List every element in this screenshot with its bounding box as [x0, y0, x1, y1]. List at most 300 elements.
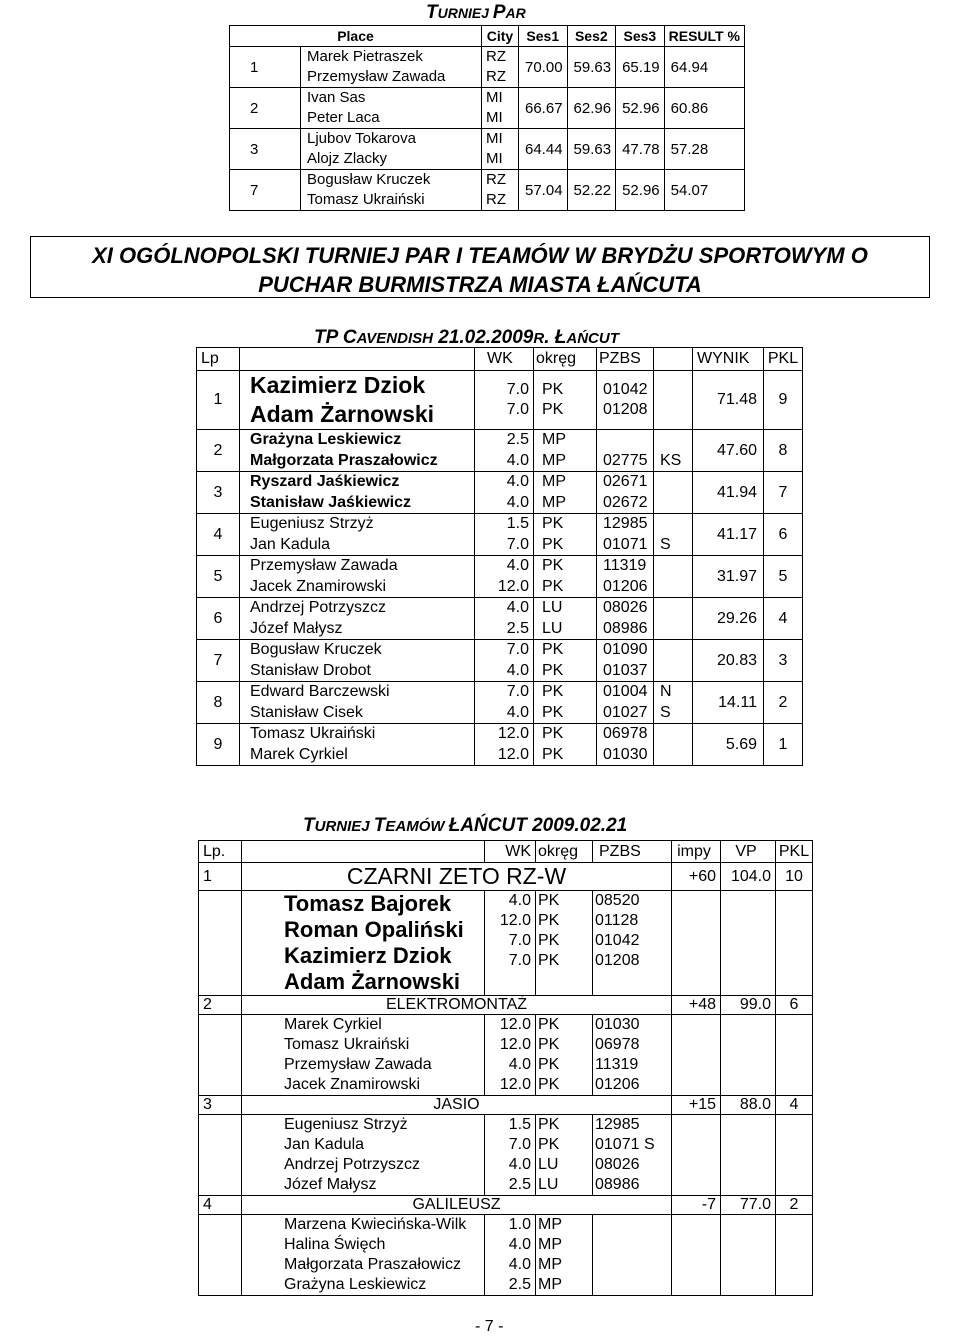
- okreg-cell: [536, 1115, 593, 1196]
- lp-cell: 4: [197, 514, 240, 556]
- players-cell: [301, 88, 482, 129]
- pzbs-value-line: 01071: [603, 535, 648, 553]
- wk-value: [485, 891, 531, 971]
- wk-value-line: 12.0: [499, 1036, 531, 1053]
- player-name-line: Józef Małysz: [250, 619, 343, 637]
- ses1-cell: 66.67: [519, 88, 568, 129]
- player-name-line: Eugeniusz Strzyż: [250, 515, 374, 532]
- pkl-cell: 4: [776, 1096, 813, 1115]
- header-place: Place: [230, 26, 482, 47]
- team-row: [199, 1196, 813, 1215]
- pkl-cell: 8: [764, 430, 803, 472]
- wk-value-line: 4.0: [508, 1236, 531, 1253]
- wk-value-line: 4.0: [506, 703, 529, 721]
- extra-value: [660, 380, 692, 421]
- pzbs-value-line: [595, 1215, 671, 1235]
- ses3-cell: 52.96: [616, 170, 665, 211]
- result-cell: 54.07: [664, 170, 744, 211]
- okreg-value: [542, 640, 596, 681]
- header-result: RESULT %: [664, 26, 744, 47]
- table-header-row: [199, 841, 813, 863]
- pkl-cell: 10: [776, 863, 813, 891]
- player-name-line: Jan Kadula: [284, 1136, 365, 1153]
- city-code-line: MI: [486, 130, 503, 147]
- okreg-cell: [536, 1015, 593, 1096]
- cavendish-results-table: [196, 347, 803, 766]
- lp-cell: 4: [199, 1196, 242, 1215]
- player-name: [284, 1215, 484, 1295]
- pzbs-cell: [593, 1015, 672, 1096]
- pzbs-cell: [597, 556, 654, 598]
- wk-value: [485, 1015, 531, 1095]
- extra-value: [660, 598, 692, 639]
- player-name: [250, 598, 474, 639]
- okreg-cell: [534, 430, 597, 472]
- wk-value: [485, 1215, 531, 1295]
- okreg-cell: [534, 598, 597, 640]
- players-cell: [242, 891, 485, 996]
- okreg-value-line: PK: [538, 1036, 560, 1053]
- team-members-row: [199, 1215, 813, 1296]
- wk-value-line: 4.0: [506, 451, 529, 469]
- vp-cell: 104.0: [721, 863, 776, 891]
- wynik-cell: 5.69: [693, 724, 764, 766]
- pkl-cell: 4: [764, 598, 803, 640]
- okreg-value-line: MP: [538, 1256, 562, 1273]
- header-extra: [654, 348, 693, 371]
- okreg-cell: [534, 472, 597, 514]
- players-cell: [242, 1215, 485, 1296]
- wk-value: [475, 682, 529, 723]
- wk-cell: [475, 640, 534, 682]
- player-name-line: Małgorzata Praszałowicz: [250, 451, 438, 469]
- wk-value-line: 12.0: [497, 577, 529, 595]
- city-cell: [482, 170, 519, 211]
- lp-cell: 6: [197, 598, 240, 640]
- pzbs-value-line: 01004: [603, 683, 648, 700]
- wk-value-line: 4.0: [508, 892, 531, 909]
- okreg-value-line: PK: [542, 577, 564, 595]
- pzbs-value-line: 01090: [603, 641, 648, 658]
- pzbs-cell: [597, 472, 654, 514]
- wk-value: [475, 556, 529, 597]
- wk-value-line: 2.5: [506, 431, 529, 448]
- wk-cell: [475, 514, 534, 556]
- okreg-value-line: PK: [538, 1116, 560, 1133]
- extra-cell: [654, 598, 693, 640]
- extra-value: [660, 682, 692, 723]
- header-vp: VP: [721, 841, 776, 863]
- wk-value-line: 12.0: [497, 725, 529, 742]
- extra-value: [660, 640, 692, 681]
- vp-cell: 99.0: [721, 996, 776, 1015]
- wk-cell: [475, 556, 534, 598]
- header-impy: impy: [672, 841, 721, 863]
- header-lp: Lp: [197, 348, 240, 371]
- player-name: [307, 170, 477, 210]
- city-code-line: MI: [486, 89, 503, 106]
- team-row: [199, 996, 813, 1015]
- player-name: [250, 682, 474, 723]
- okreg-cell: [536, 891, 593, 996]
- extra-value-line: [660, 619, 692, 640]
- wk-value-line: 7.0: [506, 683, 529, 700]
- header-ses3: Ses3: [616, 26, 665, 47]
- header-okreg: okręg: [536, 841, 593, 863]
- vp-cell: 77.0: [721, 1196, 776, 1215]
- extra-value: [660, 430, 692, 471]
- wk-value-line: 12.0: [499, 912, 531, 929]
- pzbs-cell: [597, 514, 654, 556]
- player-name: [250, 371, 474, 429]
- pkl-cell: 1: [764, 724, 803, 766]
- wynik-cell: 47.60: [693, 430, 764, 472]
- wk-value-line: 4.0: [508, 1256, 531, 1273]
- okreg-value: [542, 682, 596, 723]
- extra-cell: [654, 724, 693, 766]
- city-cell: [482, 88, 519, 129]
- okreg-value-line: PK: [542, 557, 564, 574]
- player-name-line: Bogusław Kruczek: [307, 171, 431, 188]
- wk-value-line: 7.0: [508, 952, 531, 969]
- pzbs-value-line: 08986: [595, 1176, 640, 1193]
- okreg-value: [542, 514, 596, 555]
- team-members-row: [199, 1015, 813, 1096]
- pkl-cell: 7: [764, 472, 803, 514]
- okreg-value-line: PK: [538, 1136, 560, 1153]
- okreg-value-line: PK: [538, 912, 560, 929]
- player-name-line: Tomasz Ukraiński: [307, 191, 425, 208]
- okreg-value-line: MP: [542, 473, 566, 490]
- extra-value-line: [660, 745, 692, 766]
- ses1-cell: 70.00: [519, 47, 568, 88]
- okreg-cell: [534, 682, 597, 724]
- pzbs-value-line: 08986: [603, 619, 648, 637]
- wynik-cell: 41.17: [693, 514, 764, 556]
- result-cell: 60.86: [664, 88, 744, 129]
- extra-value-line: [660, 493, 692, 514]
- okreg-cell: [534, 371, 597, 430]
- player-name-line: Alojz Zlacky: [307, 150, 388, 167]
- player-name: [250, 430, 474, 471]
- pkl-cell: 9: [764, 371, 803, 430]
- table-row: [230, 88, 745, 129]
- wk-value-line: 4.0: [506, 473, 529, 490]
- players-cell: [240, 598, 475, 640]
- player-name-line: Marek Pietraszek: [307, 48, 423, 65]
- pzbs-value: [595, 1115, 671, 1195]
- okreg-value-line: MP: [538, 1216, 562, 1233]
- header-pkl: PKL: [764, 348, 803, 371]
- wk-cell: [485, 1115, 536, 1196]
- impy-cell: +48: [672, 996, 721, 1015]
- wk-value-line: 12.0: [499, 1076, 531, 1093]
- okreg-cell: [536, 1215, 593, 1296]
- wk-value-line: 2.5: [508, 1176, 531, 1193]
- pzbs-value-line: 06978: [603, 725, 648, 742]
- team-name: GALILEUSZ: [242, 1196, 672, 1215]
- table-row: [197, 514, 803, 556]
- lp-cell: 1: [199, 863, 242, 891]
- lp-cell: 3: [197, 472, 240, 514]
- pzbs-value-line: 01206: [595, 1076, 640, 1093]
- wk-value-line: 2.5: [508, 1276, 531, 1293]
- empty-cell: [776, 1215, 813, 1296]
- pzbs-value-line: [595, 1255, 671, 1275]
- pkl-cell: 6: [776, 996, 813, 1015]
- extra-value-line: [660, 380, 692, 401]
- okreg-cell: [534, 514, 597, 556]
- city-code-line: RZ: [486, 191, 506, 208]
- team-name: JASIO: [242, 1096, 672, 1115]
- players-cell: [301, 170, 482, 211]
- pzbs-value-line: 06978: [595, 1036, 640, 1053]
- ses3-cell: 47.78: [616, 129, 665, 170]
- player-name-line: Marek Cyrkiel: [250, 745, 348, 763]
- empty-cell: [199, 1015, 242, 1096]
- player-name-line: Bogusław Kruczek: [250, 641, 382, 658]
- lp-cell: 2: [197, 430, 240, 472]
- player-name-line: Halina Święch: [284, 1236, 386, 1253]
- table-row: [197, 640, 803, 682]
- table-row: [197, 371, 803, 430]
- wk-cell: [475, 598, 534, 640]
- okreg-value-line: PK: [538, 1016, 560, 1033]
- place-cell: 1: [230, 47, 301, 88]
- wynik-cell: 29.26: [693, 598, 764, 640]
- wk-value-line: 7.0: [508, 932, 531, 949]
- team-row: [199, 863, 813, 891]
- player-name: [250, 556, 474, 597]
- pzbs-value-line: 01037: [603, 661, 648, 679]
- table-row: [197, 430, 803, 472]
- extra-value-line: [660, 430, 692, 451]
- player-name: [307, 129, 477, 169]
- wk-value: [475, 724, 529, 765]
- wk-value-line: 12.0: [499, 1016, 531, 1033]
- player-name: [284, 891, 484, 995]
- player-name-line: Andrzej Potrzyszcz: [284, 1156, 421, 1173]
- pzbs-value-line: 01030: [603, 745, 648, 763]
- extra-value: [660, 724, 692, 765]
- pzbs-value: [603, 556, 653, 597]
- okreg-value: [542, 556, 596, 597]
- pzbs-cell: [597, 430, 654, 472]
- table-header-row: [230, 26, 745, 47]
- pzbs-cell: [597, 682, 654, 724]
- player-name-line: Tomasz Ukraiński: [284, 1036, 410, 1053]
- pzbs-value-line: 11319: [595, 1056, 639, 1073]
- extra-value: [660, 556, 692, 597]
- city-code-line: RZ: [486, 171, 506, 188]
- players-cell: [240, 472, 475, 514]
- okreg-value: [542, 724, 596, 765]
- player-name-line: Józef Małysz: [284, 1176, 377, 1193]
- lp-cell: 8: [197, 682, 240, 724]
- extra-value-line: [660, 514, 692, 535]
- table-row: [230, 129, 745, 170]
- result-cell: 57.28: [664, 129, 744, 170]
- pzbs-value-line: 02672: [603, 493, 648, 511]
- pzbs-cell: [593, 1215, 672, 1296]
- player-name: [250, 724, 474, 765]
- okreg-value-line: PK: [542, 725, 564, 742]
- okreg-value-line: MP: [542, 451, 566, 469]
- pzbs-value-line: 01042: [603, 380, 648, 398]
- pair-results-table: [229, 25, 745, 211]
- wk-value: [475, 380, 529, 421]
- player-name-line: Marzena Kwiecińska-Wilk: [284, 1216, 467, 1233]
- okreg-value-line: PK: [542, 641, 564, 658]
- player-name-line: Tomasz Bajorek: [284, 891, 452, 916]
- extra-value-line: [660, 400, 692, 421]
- city-code: [486, 129, 514, 169]
- okreg-value-line: MP: [538, 1236, 562, 1253]
- wk-cell: [475, 682, 534, 724]
- wk-value-line: 2.5: [506, 619, 529, 637]
- okreg-value-line: PK: [538, 932, 560, 949]
- okreg-value: [542, 472, 596, 513]
- header-pkl: PKL: [776, 841, 813, 863]
- players-cell: [240, 371, 475, 430]
- wk-value: [475, 640, 529, 681]
- players-cell: [240, 514, 475, 556]
- pzbs-cell: [593, 1115, 672, 1196]
- okreg-cell: [534, 640, 597, 682]
- wk-value-line: 7.0: [506, 641, 529, 658]
- header-wynik: WYNIK: [693, 348, 764, 371]
- wk-cell: [485, 891, 536, 996]
- empty-cell: [199, 891, 242, 996]
- pzbs-value: [603, 380, 653, 421]
- pzbs-value-line: 01208: [603, 401, 648, 418]
- okreg-value-line: PK: [542, 683, 564, 700]
- city-code: [486, 88, 514, 128]
- wynik-cell: 71.48: [693, 371, 764, 430]
- pzbs-value-line: 08026: [595, 1156, 640, 1173]
- header-team: [242, 841, 485, 863]
- pzbs-value-line: 12985: [603, 515, 648, 532]
- player-name-line: Małgorzata Praszałowicz: [284, 1256, 461, 1273]
- player-name-line: Ivan Sas: [307, 89, 366, 106]
- wk-cell: [475, 430, 534, 472]
- lp-cell: 1: [197, 371, 240, 430]
- wk-value-line: 12.0: [497, 745, 529, 763]
- player-name-line: Stanisław Drobot: [250, 661, 371, 679]
- lp-cell: 7: [197, 640, 240, 682]
- wynik-cell: 14.11: [693, 682, 764, 724]
- pzbs-value-line: 02671: [603, 473, 648, 490]
- pzbs-cell: [597, 724, 654, 766]
- player-name-line: Przemysław Zawada: [307, 68, 446, 85]
- extra-value: [660, 514, 692, 555]
- extra-cell: [654, 472, 693, 514]
- pzbs-value-line: [595, 1275, 671, 1295]
- okreg-value-line: PK: [538, 952, 560, 969]
- players-cell: [240, 556, 475, 598]
- pzbs-value-line: 01042: [595, 932, 640, 949]
- pzbs-value: [603, 724, 653, 765]
- pzbs-value-line: 01027: [603, 703, 648, 721]
- wk-cell: [475, 371, 534, 430]
- extra-value-line: N: [660, 683, 672, 700]
- wk-value: [485, 1115, 531, 1195]
- player-name-line: Andrzej Potrzyszcz: [250, 599, 387, 616]
- pzbs-value-line: 11319: [603, 557, 647, 574]
- city-cell: [482, 47, 519, 88]
- wk-value-line: 1.5: [506, 515, 529, 532]
- okreg-value-line: PK: [542, 380, 564, 398]
- ses2-cell: 52.22: [567, 170, 616, 211]
- player-name: [307, 47, 477, 87]
- wk-value-line: 4.0: [506, 557, 529, 574]
- extra-value-line: [660, 472, 692, 493]
- pzbs-value: [603, 472, 653, 513]
- player-name-line: Przemysław Zawada: [284, 1056, 432, 1073]
- ses2-cell: 59.63: [567, 129, 616, 170]
- wynik-cell: 20.83: [693, 640, 764, 682]
- okreg-value-line: MP: [538, 1276, 562, 1293]
- extra-value-line: KS: [660, 451, 682, 469]
- city-code: [486, 170, 514, 210]
- wk-cell: [485, 1015, 536, 1096]
- city-cell: [482, 129, 519, 170]
- table-row: [230, 47, 745, 88]
- extra-cell: [654, 371, 693, 430]
- table-row: [197, 556, 803, 598]
- extra-cell: [654, 556, 693, 598]
- pzbs-value: [603, 430, 653, 471]
- players-cell: [242, 1115, 485, 1196]
- wk-cell: [475, 472, 534, 514]
- table-row: [197, 598, 803, 640]
- pzbs-value: [603, 640, 653, 681]
- pzbs-value-line: [603, 430, 653, 451]
- player-name-line: Ryszard Jaśkiewicz: [250, 473, 400, 490]
- ses3-cell: 52.96: [616, 88, 665, 129]
- pzbs-value: [595, 1015, 671, 1095]
- pzbs-cell: [597, 640, 654, 682]
- pzbs-value-line: 01030: [595, 1016, 640, 1033]
- empty-cell: [721, 1115, 776, 1196]
- okreg-value-line: MP: [542, 431, 566, 448]
- empty-cell: [199, 1215, 242, 1296]
- player-name-line: Kazimierz Dziok: [284, 943, 452, 968]
- team-name: ELEKTROMONTAŻ: [242, 996, 672, 1015]
- extra-value-line: [660, 640, 692, 661]
- player-name: [284, 1015, 484, 1095]
- players-cell: [240, 724, 475, 766]
- header-players: [240, 348, 475, 371]
- place-cell: 2: [230, 88, 301, 129]
- city-code-line: MI: [486, 150, 503, 167]
- okreg-value: [542, 430, 596, 471]
- pzbs-value-line: 01206: [603, 577, 648, 595]
- players-cell: [240, 430, 475, 472]
- okreg-value-line: PK: [542, 401, 564, 418]
- wk-value-line: 1.0: [508, 1216, 531, 1233]
- header-ses1: Ses1: [519, 26, 568, 47]
- pkl-cell: 5: [764, 556, 803, 598]
- okreg-value: [538, 891, 592, 971]
- okreg-value-line: PK: [542, 703, 564, 721]
- result-cell: 64.94: [664, 47, 744, 88]
- player-name: [250, 640, 474, 681]
- wk-value: [475, 514, 529, 555]
- wk-cell: [475, 724, 534, 766]
- wk-value-line: 7.0: [506, 380, 529, 398]
- vp-cell: 88.0: [721, 1096, 776, 1115]
